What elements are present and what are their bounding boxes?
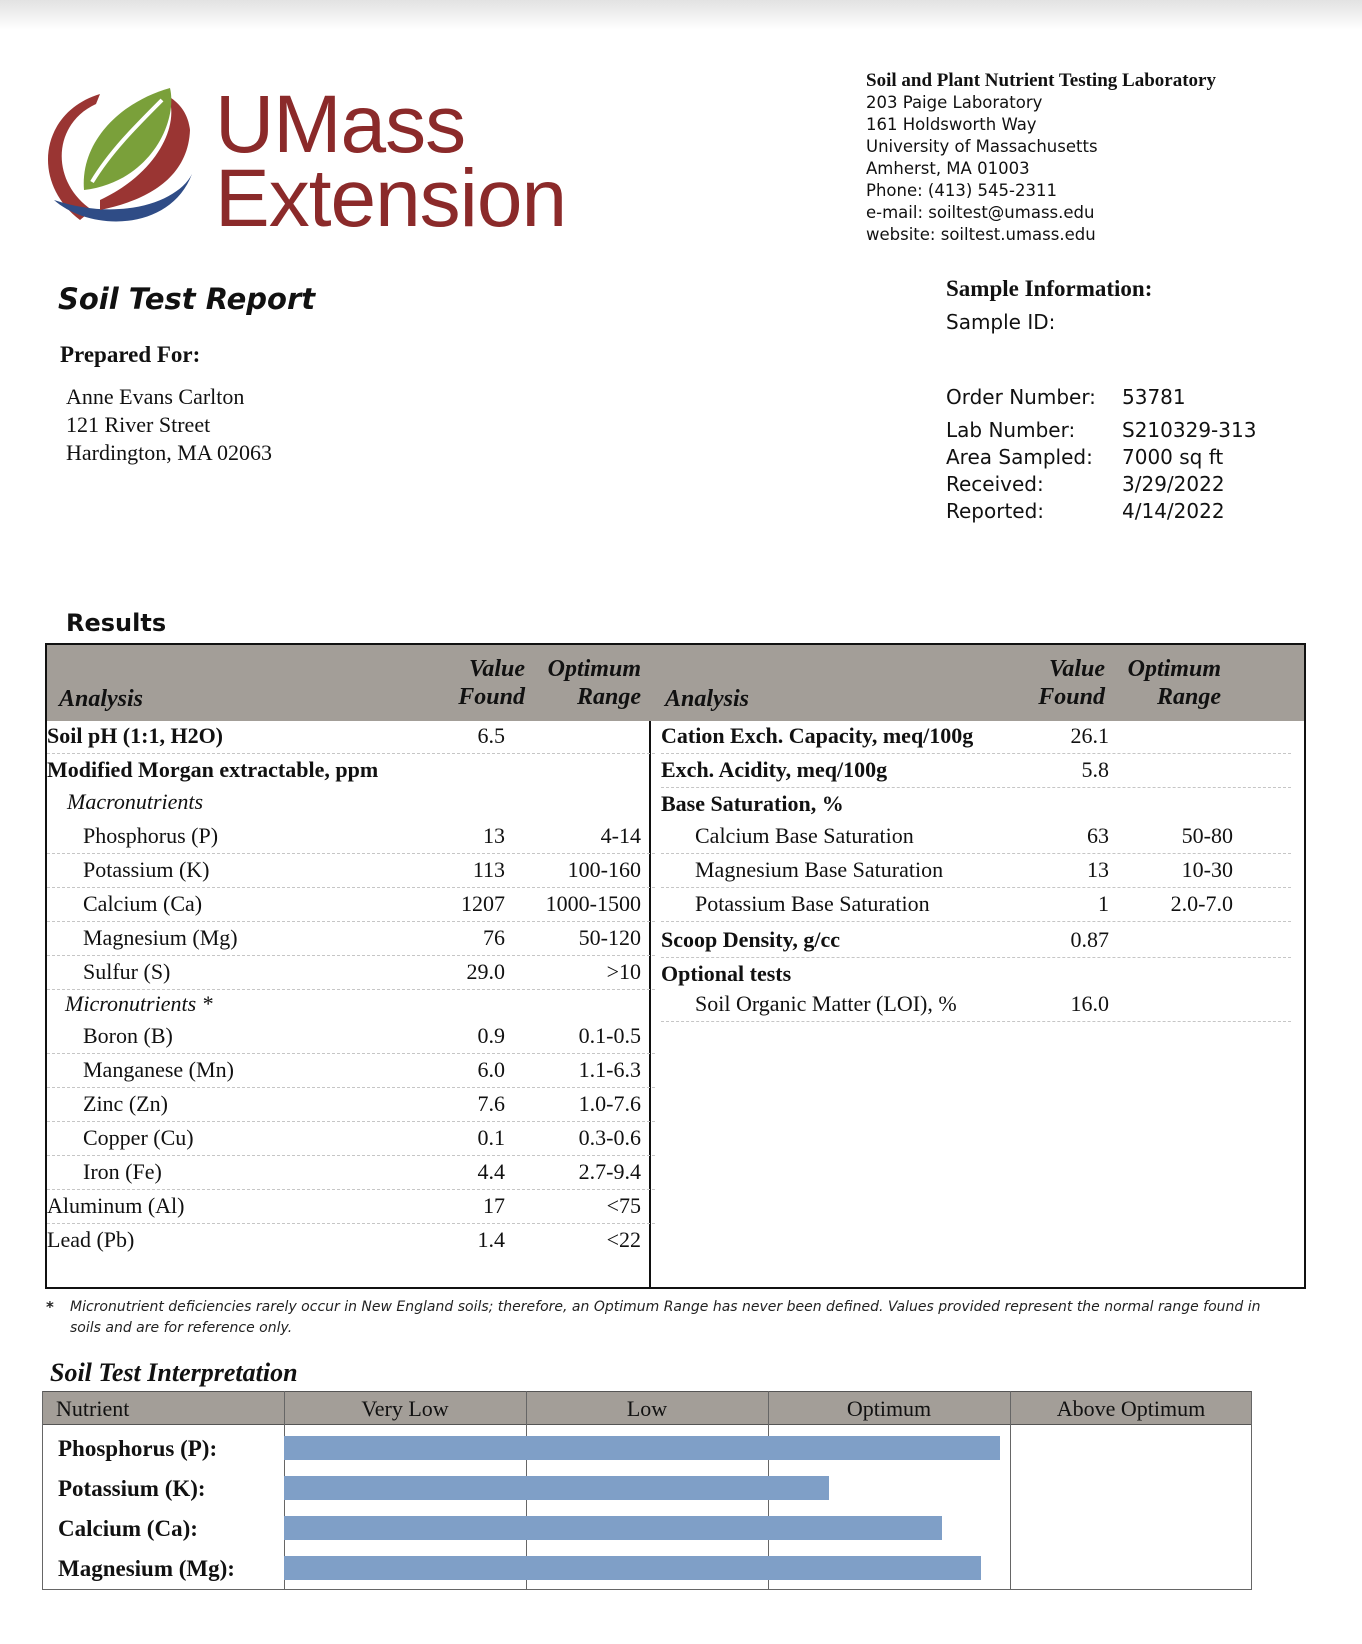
result-row-base-saturation: Base Saturation, % [661, 791, 844, 816]
customer-address [66, 383, 272, 467]
lab-line: 203 Paige Laboratory [866, 93, 1043, 112]
interp-bar-calcium [284, 1516, 942, 1540]
result-row-calcium: Calcium (Ca) 1207 1000-1500 [47, 889, 655, 922]
customer-name: Anne Evans Carlton [66, 384, 245, 409]
result-row-iron: Iron (Fe) 4.4 2.7-9.4 [47, 1157, 655, 1190]
customer-city: Hardington, MA 02063 [66, 440, 272, 465]
grid-line [42, 1391, 43, 1590]
page-title: Soil Test Report [58, 282, 316, 316]
sample-field-lab: Lab Number: S210329-313 [946, 418, 1257, 442]
interp-label-magnesium: Magnesium (Mg): [58, 1556, 235, 1581]
results-heading: Results [66, 609, 167, 637]
result-row-lead: Lead (Pb) 1.4 <22 [47, 1227, 641, 1252]
sample-info-heading: Sample Information: [946, 276, 1153, 301]
lab-website: website: soiltest.umass.edu [866, 225, 1096, 244]
header-value-left-2: Found [458, 684, 525, 710]
grid-line [1010, 1391, 1011, 1590]
sample-field-reported: Reported: 4/14/2022 [946, 499, 1225, 523]
interp-bar-phosphorus [284, 1436, 1000, 1460]
prepared-for-label: Prepared For: [60, 342, 201, 367]
result-row-phosphorus: Phosphorus (P) 13 4-14 [47, 821, 655, 854]
col-above-optimum: Above Optimum [1056, 1396, 1206, 1421]
header-opt-left-1: Optimum [547, 656, 641, 682]
interp-bar-potassium [284, 1476, 829, 1500]
result-row-optional-tests: Optional tests [661, 961, 792, 986]
sample-field-received: Received: 3/29/2022 [946, 472, 1225, 496]
interp-bar-magnesium [284, 1556, 981, 1580]
result-row-ph: Soil pH (1:1, H2O) 6.5 [47, 721, 655, 754]
brand-line-1: UMass [215, 79, 466, 170]
customer-street: 121 River Street [66, 412, 211, 437]
top-shade [0, 0, 1362, 30]
interp-label-potassium: Potassium (K): [58, 1476, 206, 1501]
interpretation-heading: Soil Test Interpretation [50, 1358, 298, 1387]
lab-name: Soil and Plant Nutrient Testing Laboratory [866, 70, 1216, 91]
header-analysis-left: Analysis [59, 686, 144, 712]
grid-line [1251, 1391, 1252, 1590]
footnote-text: Micronutrient deficiencies rarely occur in New England soils; therefore, an Optimum Range has never been defined. Values provided represent the normal range found in soils and are for reference only. [70, 1299, 1261, 1336]
result-row-k-saturation: Potassium Base Saturation 1 2.0-7.0 [661, 889, 1291, 922]
result-row-aluminum: Aluminum (Al) 17 <75 [47, 1191, 655, 1224]
result-row-ca-saturation: Calcium Base Saturation 63 50-80 [661, 821, 1291, 854]
results-table [45, 643, 1306, 1289]
result-row-scoop-density: Scoop Density, g/cc 0.87 [661, 925, 1291, 958]
grid-bottom [42, 1589, 1252, 1590]
col-very-low: Very Low [361, 1396, 449, 1421]
lab-email: e-mail: soiltest@umass.edu [866, 203, 1095, 222]
interpretation-header [42, 1391, 1252, 1425]
result-row-micronutrients: Micronutrients * [65, 991, 213, 1016]
result-row-organic-matter: Soil Organic Matter (LOI), % 16.0 [661, 989, 1291, 1022]
lab-info [866, 70, 1216, 246]
lab-line: University of Massachusetts [866, 137, 1098, 156]
result-row-boron: Boron (B) 0.9 0.1-0.5 [47, 1021, 655, 1054]
header-analysis-right: Analysis [665, 686, 750, 712]
result-row-cec: Cation Exch. Capacity, meq/100g 26.1 [661, 721, 1291, 754]
result-row-potassium: Potassium (K) 113 100-160 [47, 855, 655, 888]
col-optimum: Optimum [846, 1396, 932, 1421]
col-low: Low [626, 1396, 668, 1421]
results-header [47, 645, 1304, 721]
lab-line: 161 Holdsworth Way [866, 115, 1037, 134]
result-row-manganese: Manganese (Mn) 6.0 1.1-6.3 [47, 1055, 655, 1088]
umass-logo-icon [40, 82, 198, 232]
result-row-morgan: Modified Morgan extractable, ppm [47, 757, 379, 782]
header-opt-left-2: Range [576, 684, 641, 710]
header-opt-right-1: Optimum [1127, 656, 1221, 682]
sample-id-label: Sample ID: [946, 310, 1056, 334]
sample-field-area: Area Sampled: 7000 sq ft [946, 445, 1224, 469]
result-row-mg-saturation: Magnesium Base Saturation 13 10-30 [661, 855, 1291, 888]
header-value-right-2: Found [1038, 684, 1105, 710]
interp-label-phosphorus: Phosphorus (P): [58, 1436, 218, 1461]
result-row-sulfur: Sulfur (S) 29.0 >10 [47, 957, 655, 990]
result-row-copper: Copper (Cu) 0.1 0.3-0.6 [47, 1123, 655, 1156]
header-value-right-1: Value [1048, 656, 1105, 682]
sample-info-fields [946, 384, 1256, 525]
result-row-macronutrients: Macronutrients [67, 789, 204, 814]
header-opt-right-2: Range [1156, 684, 1221, 710]
lab-phone: Phone: (413) 545-2311 [866, 181, 1057, 200]
result-row-acidity: Exch. Acidity, meq/100g 5.8 [661, 755, 1291, 788]
col-nutrient: Nutrient [56, 1396, 130, 1421]
result-row-zinc: Zinc (Zn) 7.6 1.0-7.6 [47, 1089, 655, 1122]
interp-label-calcium: Calcium (Ca): [58, 1516, 198, 1541]
header-value-left-1: Value [468, 656, 525, 682]
interpretation-chart [42, 1391, 1252, 1590]
result-row-magnesium: Magnesium (Mg) 76 50-120 [47, 923, 655, 956]
lab-line: Amherst, MA 01003 [866, 159, 1030, 178]
sample-field-order: Order Number: 53781 [946, 385, 1186, 409]
footnote-star: * [46, 1298, 54, 1316]
brand-line-2: Extension [215, 153, 567, 244]
